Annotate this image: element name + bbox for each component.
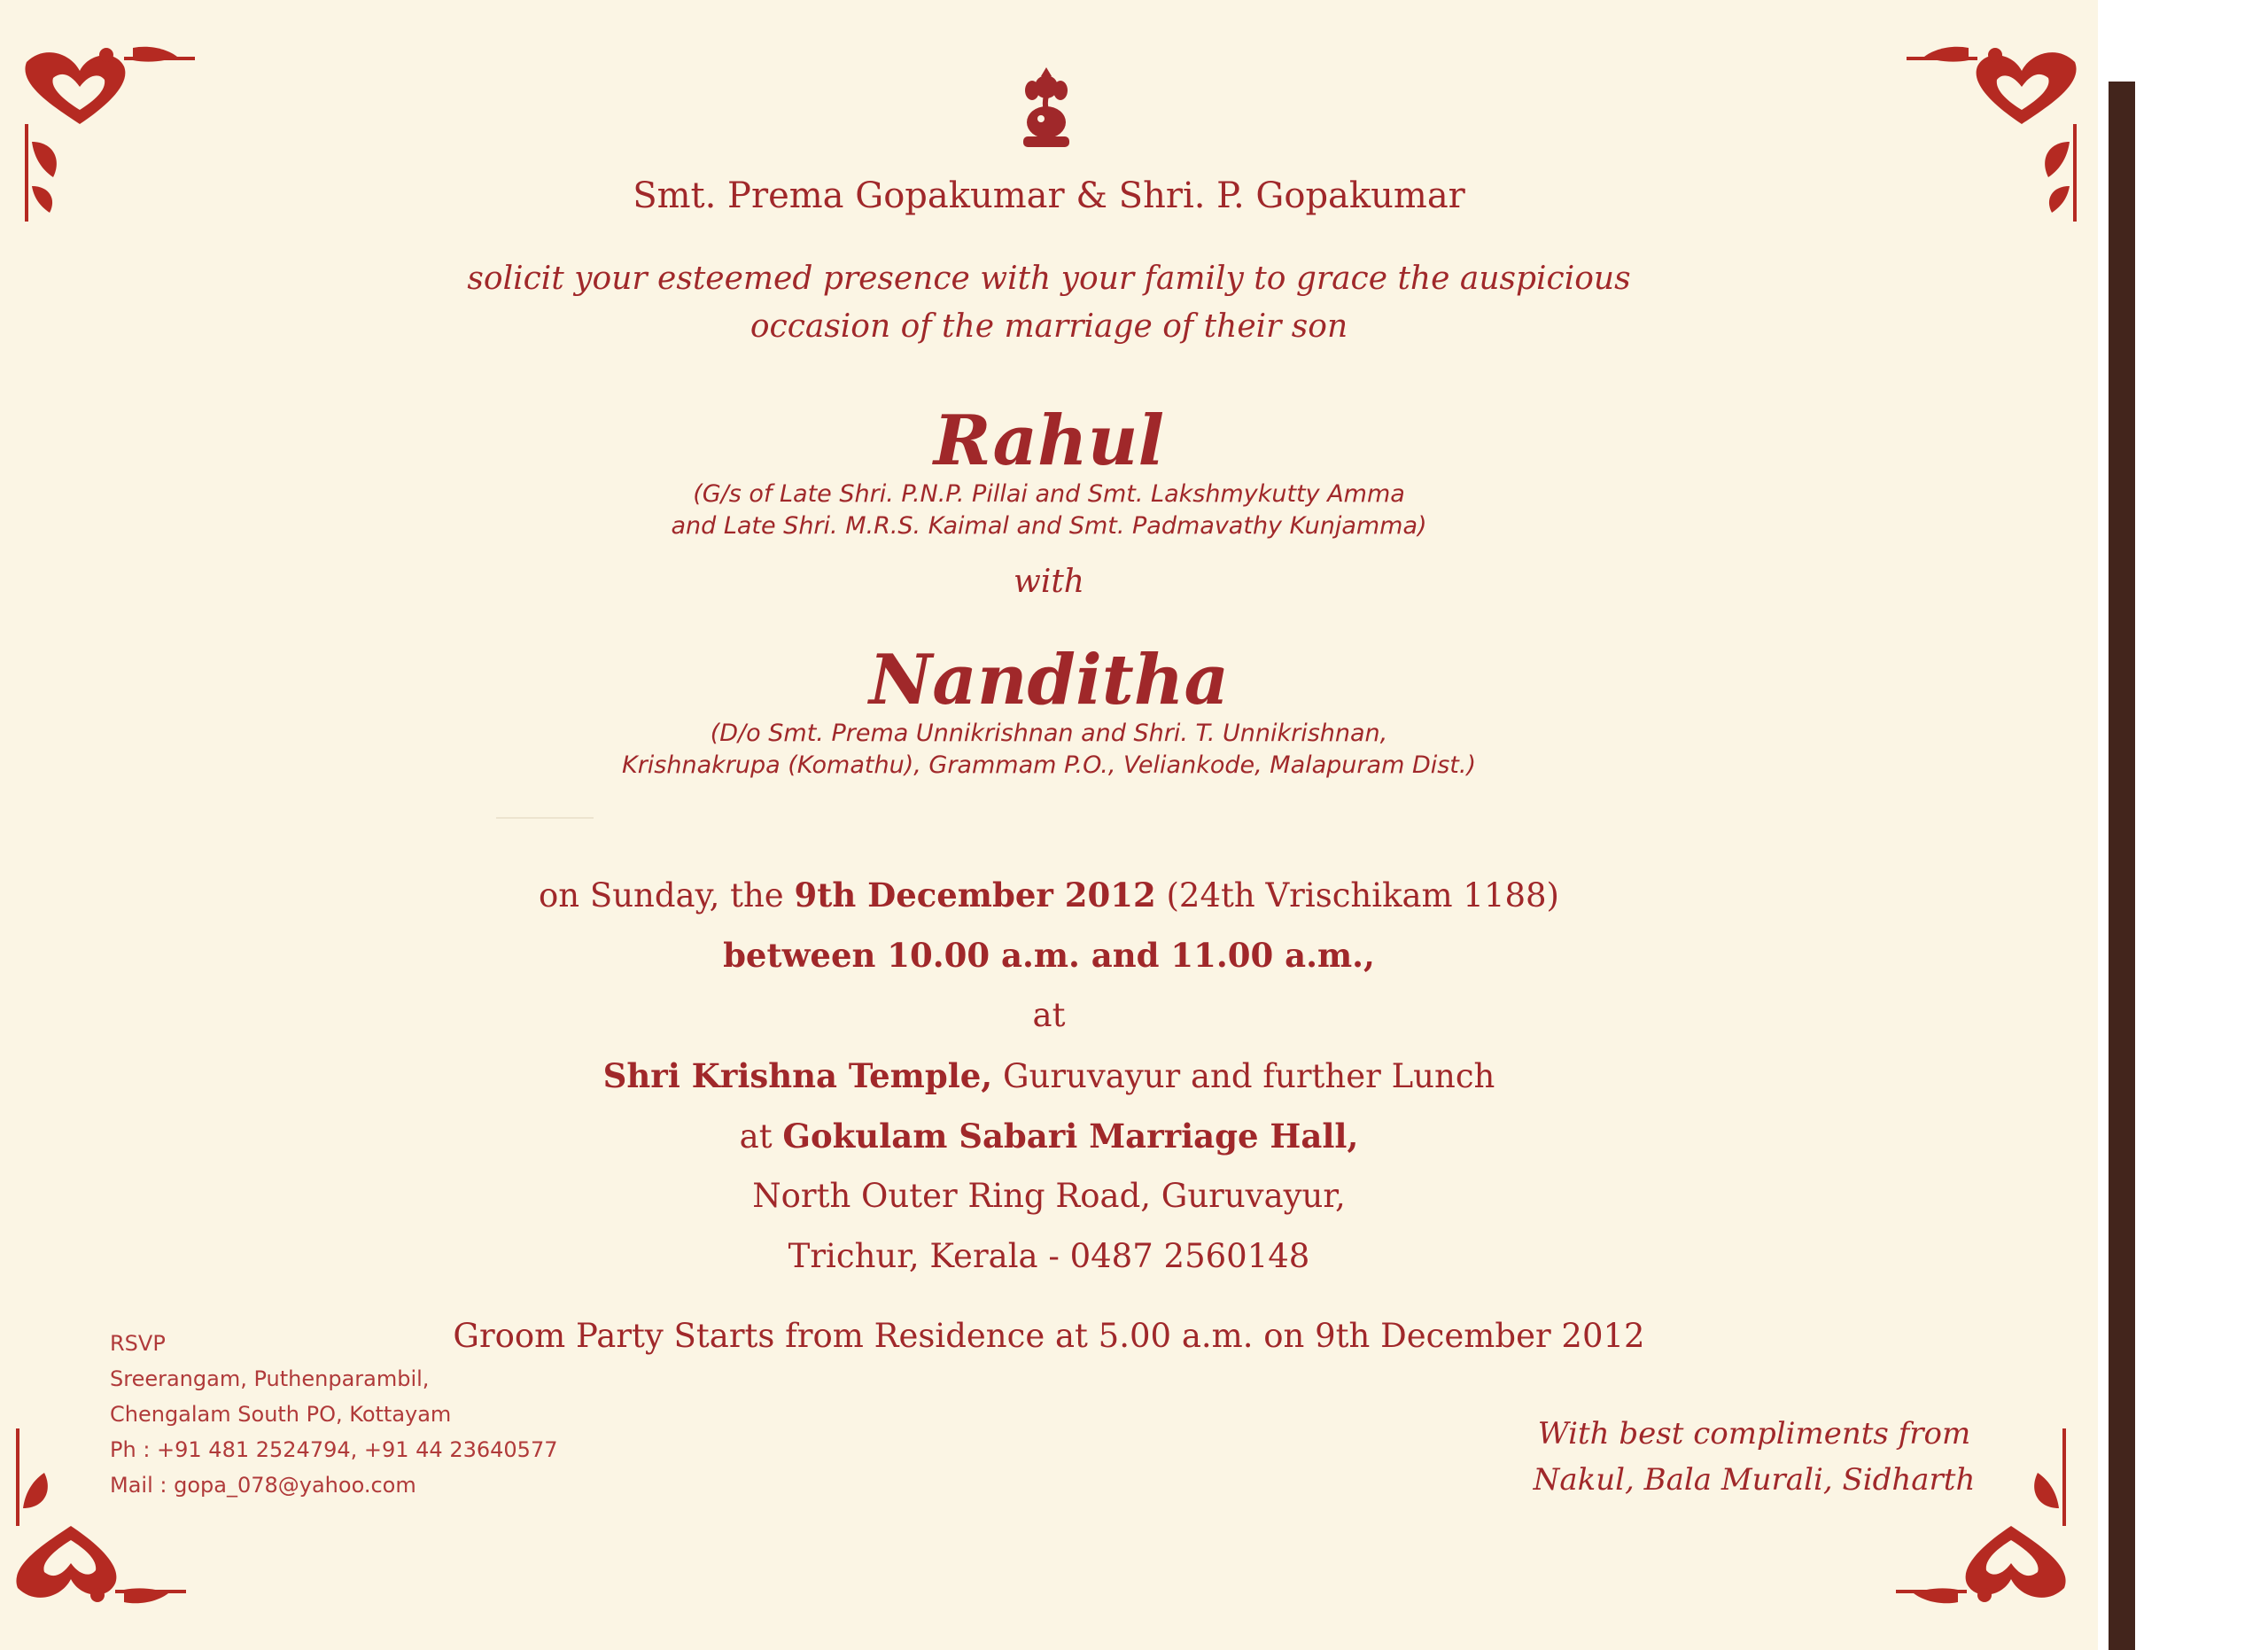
wedding-date <box>0 876 2098 915</box>
rsvp-phone: Ph : +91 481 2524794, +91 44 23640577 <box>110 1437 558 1462</box>
hall-prefix: at <box>739 1117 773 1156</box>
temple-name: Shri Krishna Temple, <box>602 1056 993 1095</box>
temple-line <box>0 1056 2098 1095</box>
date-prefix: on Sunday, the <box>538 876 784 915</box>
groom-party-note: Groom Party Starts from Residence at 5.00 a.m. on 9th December 2012 <box>453 1317 1645 1355</box>
hall-name: Gokulam Sabari Marriage Hall, <box>782 1117 1359 1156</box>
wedding-time: between 10.00 a.m. and 11.00 a.m., <box>723 936 1375 975</box>
date-main: 9th December 2012 <box>794 876 1156 915</box>
rsvp-email: Mail : gopa_078@yahoo.com <box>110 1473 416 1498</box>
invitation-line-2: occasion of the marriage of their son <box>750 308 1348 345</box>
address-line-1: North Outer Ring Road, Guruvayur, <box>752 1177 1346 1215</box>
rsvp-title: RSVP <box>110 1331 166 1356</box>
invitation-line-1: solicit your esteemed presence with your family to grace the auspicious <box>467 261 1631 297</box>
with-text: with <box>1014 564 1084 600</box>
ganesha-icon <box>1011 64 1082 152</box>
compliments-line-2: Nakul, Bala Murali, Sidharth <box>1533 1462 1976 1498</box>
fold-line <box>496 817 594 819</box>
groom-lineage-line-2: and Late Shri. M.R.S. Kaimal and Smt. Padmavathy Kunjamma) <box>671 512 1427 540</box>
hall-line <box>0 1117 2098 1156</box>
groom-lineage-line-1: (G/s of Late Shri. P.N.P. Pillai and Smt. Lakshmykutty Amma <box>693 480 1405 508</box>
groom-name: Rahul <box>933 401 1165 481</box>
date-malayalam: (24th Vrischikam 1188) <box>1166 876 1559 915</box>
rsvp-block <box>110 1326 558 1503</box>
rsvp-address-line-1: Sreerangam, Puthenparambil, <box>110 1366 430 1391</box>
bride-name: Nanditha <box>869 640 1229 720</box>
bride-lineage-line-2: Krishnakrupa (Komathu), Grammam P.O., Veliankode, Malapuram Dist.) <box>621 751 1477 779</box>
hosts-names: Smt. Prema Gopakumar & Shri. P. Gopakumar <box>633 175 1465 216</box>
bride-lineage-line-1: (D/o Smt. Prema Unnikrishnan and Shri. T. Unnikrishnan, <box>710 720 1388 747</box>
compliments-line-1: With best compliments from <box>1537 1416 1971 1452</box>
background-board <box>2109 82 2135 1650</box>
temple-rest: Guruvayur and further Lunch <box>1002 1057 1495 1095</box>
at-text: at <box>1032 996 1066 1034</box>
rsvp-address-line-2: Chengalam South PO, Kottayam <box>110 1402 452 1427</box>
compliments-block <box>1533 1411 1976 1503</box>
address-line-2: Trichur, Kerala - 0487 2560148 <box>788 1237 1310 1275</box>
